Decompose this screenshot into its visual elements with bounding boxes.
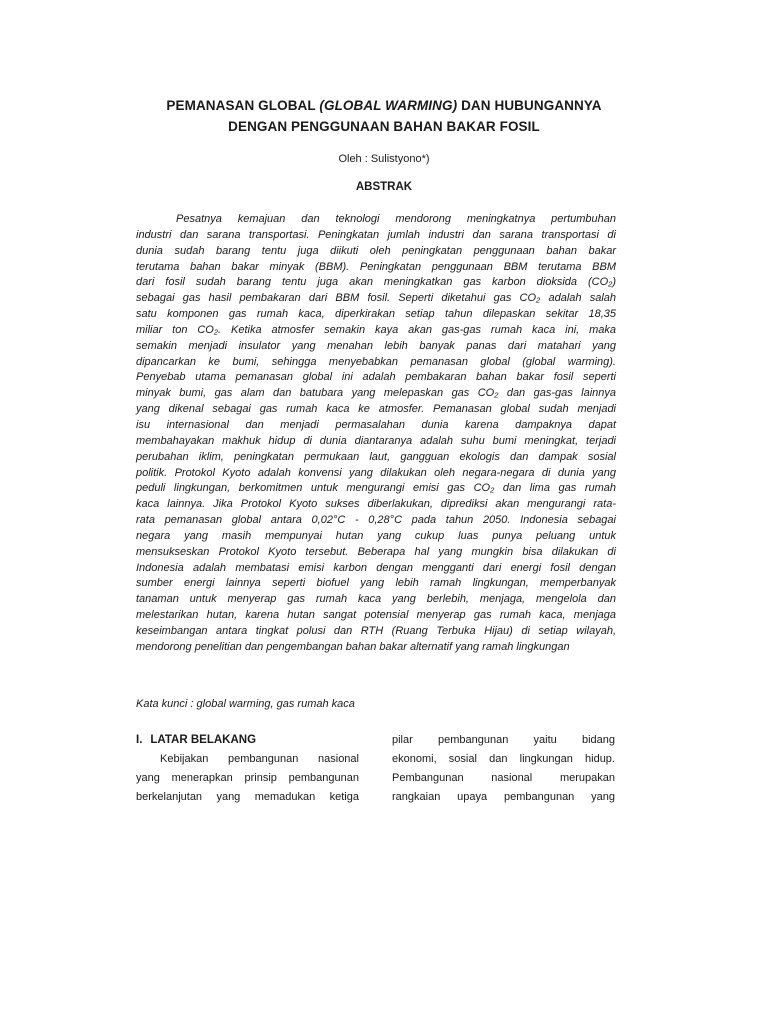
abstract-line: minyak bumi, gas alam dan batubara yang melepaskan gas CO₂ dan gas-gas lainnya	[136, 387, 616, 400]
abstract-body	[136, 212, 616, 656]
abstract-line: sumber energi lainnya seperti biofuel yang lebih ramah lingkungan, memperbanyak	[136, 577, 616, 590]
abstract-line: satu komponen gas rumah kaca, diperkirakan setiap tahun dilepaskan sekitar 18,35	[136, 308, 616, 321]
abstract-line: dipancarkan ke bumi, sehingga menyebabkan pemanasan global (global warming).	[136, 355, 616, 368]
paper-title	[100, 95, 668, 137]
abstract-line: Penyebab utama pemanasan global ini adalah pembakaran bahan bakar fosil seperti	[136, 371, 616, 384]
abstract-line: miliar ton CO₂. Ketika atmosfer semakin kaya akan gas-gas rumah kaca ini, maka	[136, 323, 616, 336]
abstract-line: isu internasional dan menjadi permasalahan dunia karena dampaknya dapat	[136, 418, 616, 431]
abstract-heading: ABSTRAK	[355, 181, 413, 193]
abstract-line: melestarikan hutan, karena hutan sangat potensial menyerap gas rumah kaca, menjaga	[136, 609, 616, 622]
title-line-1	[100, 95, 668, 116]
keywords-line: Kata kunci : global warming, gas rumah kaca	[136, 698, 355, 710]
title-line-2: DENGAN PENGGUNAAN BAHAN BAKAR FOSIL	[228, 119, 540, 134]
body-line: ekonomi, sosial dan lingkungan hidup.	[392, 753, 615, 765]
section-title: LATAR BELAKANG	[150, 734, 257, 746]
author-line: Oleh : Sulistyono*)	[338, 153, 430, 165]
body-line: berkelanjutan yang memadukan ketiga	[136, 791, 359, 803]
title-text: PEMANASAN GLOBAL	[166, 98, 320, 113]
section-heading	[136, 731, 359, 750]
body-line: yang menerapkan prinsip pembangunan	[136, 772, 359, 784]
abstract-line: negara yang masih mempunyai hutan yang cukup luas punya peluang untuk	[136, 529, 616, 542]
abstract-line: Pesatnya kemajuan dan teknologi mendorong meningkatnya pertumbuhan	[176, 213, 616, 225]
title-italic-text: (GLOBAL WARMING)	[319, 98, 458, 113]
abstract-line: yang dikenal sebagai gas rumah kaca ke atmosfer. Pemanasan global sudah menjadi	[136, 403, 616, 416]
abstract-line: industri dan sarana transportasi. Peningkatan jumlah industri dan sarana transportasi di	[136, 228, 616, 241]
abstract-line: dunia sudah barang tentu juga diikuti oleh peningkatan penggunaan bahan bakar	[136, 244, 616, 257]
abstract-line: terutama bahan bakar minyak (BBM). Peningkatan penggunaan BBM terutama BBM	[136, 260, 616, 273]
abstract-line: peduli lingkungan, berkomitmen untuk mengurangi emisi gas CO₂ dan lima gas rumah	[136, 482, 616, 495]
title-text: DAN HUBUNGANNYA	[457, 98, 602, 113]
abstract-line: politik. Protokol Kyoto adalah konvensi yang dilakukan oleh negara-negara di dunia yang	[136, 466, 616, 479]
body-line: pilar pembangunan yaitu bidang	[392, 734, 615, 746]
section-number: I.	[136, 734, 143, 746]
abstract-line: semakin menjadi insulator yang menahan lebih banyak panas dari matahari yang	[136, 339, 616, 352]
body-line: Kebijakan pembangunan nasional	[160, 753, 359, 765]
abstract-line: keseimbangan antara tingkat polusi dan RTH (Ruang Terbuka Hijau) di setiap wilayah,	[136, 624, 616, 637]
abstract-line: sebagai gas hasil pembakaran dari BBM fosil. Seperti diketahui gas CO₂ adalah salah	[136, 292, 616, 305]
abstract-line: Indonesia adalah membatasi emisi karbon dengan mengganti dari energi fosil dengan	[136, 561, 616, 574]
body-line: Pembangunan nasional merupakan	[392, 772, 615, 784]
abstract-line: mensukseskan Protokol Kyoto tersebut. Beberapa hal yang mungkin bisa dilakukan di	[136, 545, 616, 558]
abstract-line: membahayakan makhuk hidup di dunia diantaranya adalah suhu bumi meningkat, terjadi	[136, 434, 616, 447]
body-column-left	[136, 731, 359, 807]
abstract-line: tanaman untuk menyerap gas rumah kaca yang berlebih, menjaga, mengelola dan	[136, 593, 616, 606]
abstract-line: dari fosil sudah barang tentu juga akan meningkatkan gas karbon dioksida (CO₂)	[136, 276, 616, 289]
abstract-line: mendorong penelitian dan pengembangan bahan bakar alternatif yang ramah lingkungan	[136, 640, 570, 653]
abstract-line: kaca lainnya. Jika Protokol Kyoto sukses diberlakukan, diprediksi akan mengurangi rata-	[136, 498, 616, 511]
abstract-line: perubahan iklim, peningkatan permukaan laut, gangguan ekologis dan dampak sosial	[136, 450, 616, 463]
body-line: rangkaian upaya pembangunan yang	[392, 791, 615, 803]
body-column-right	[392, 731, 615, 807]
abstract-line: rata pemanasan global antara 0,02°C - 0,28°C pada tahun 2050. Indonesia sebagai	[136, 514, 616, 527]
